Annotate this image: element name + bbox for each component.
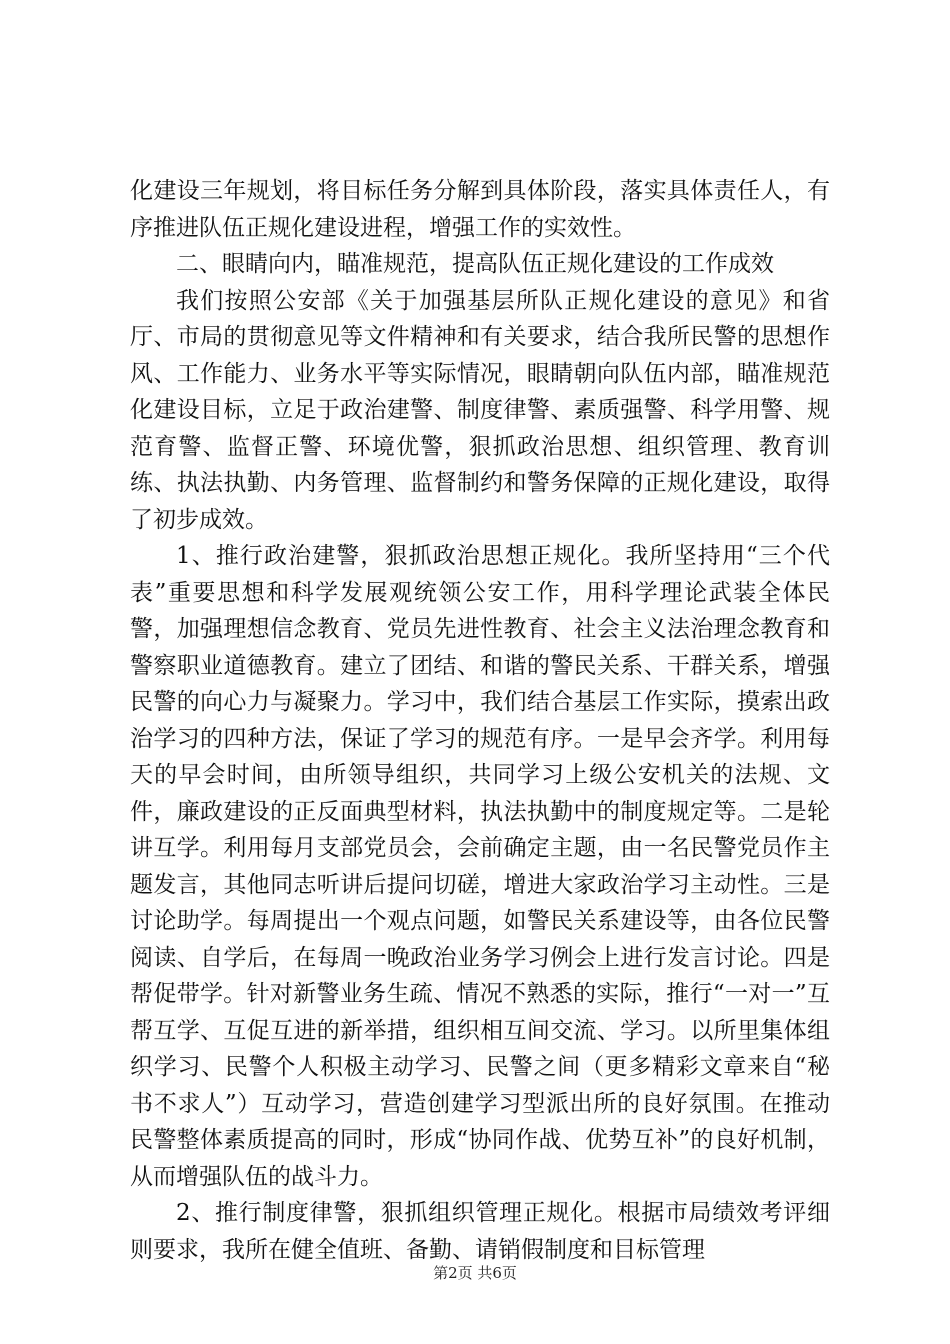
paragraph-intro: 我们按照公安部《关于加强基层所队正规化建设的意见》和省厅、市局的贯彻意见等文件精神和有关要求，结合我所民警的思想作风、工作能力、业务水平等实际情况，眼睛朝向队伍内部，瞄准规范化建设目标，立足于政治建警、制度律警、素质强警、科学用警、规范育警、监督正警、环境优警，狠抓政治思想、组织管理、教育训练、执法执勤、内务管理、监督制约和警务保障的正规化建设，取得了初步成效。 [130, 287, 830, 533]
paragraph-item-1: 1、推行政治建警，狠抓政治思想正规化。我所坚持用“三个代表”重要思想和科学发展观统领公安工作，用科学理论武装全体民警，加强理想信念教育、党员先进性教育、社会主义法治理念教育和警察职业道德教育。建立了团结、和谐的警民关系、干群关系，增强民警的向心力与凝聚力。学习中，我们结合基层工作实际，摸索出政治学习的四种方法，保证了学习的规范有序。一是早会齐学。利用每天的早会时间，由所领导组织，共同学习上级公安机关的法规、文件，廉政建设的正反面典型材料，执法执勤中的制度规定等。二是轮讲互学。利用每月支部党员会，会前确定主题，由一名民警党员作主题发言，其他同志听讲后提问切磋，增进大家政治学习主动性。三是讨论助学。每周提出一个观点问题，如警民关系建设等，由各位民警阅读、自学后，在每周一晚政治业务学习例会上进行发言讨论。四是帮促带学。针对新警业务生疏、情况不熟悉的实际，推行“一对一”互帮互学、互促互进的新举措，组织相互间交流、学习。以所里集体组织学习、民警个人积极主动学习、民警之间（更多精彩文章来自“秘书不求人”）互动学习，营造创建学习型派出所的良好氛围。在推动民警整体素质提高的同时，形成“协同作战、优势互补”的良好机制，从而增强队伍的战斗力。 [130, 543, 830, 1190]
paragraph-item-2: 2、推行制度律警，狠抓组织管理正规化。根据市局绩效考评细则要求，我所在健全值班、备勤、请销假制度和目标管理 [130, 1200, 830, 1263]
page-footer: 第2页 共6页 [433, 1264, 517, 1282]
document-body [130, 173, 830, 1268]
paragraph-continuation: 化建设三年规划，将目标任务分解到具体阶段，落实具体责任人，有序推进队伍正规化建设进程，增强工作的实效性。 [130, 178, 830, 241]
section-heading: 二、眼睛向内，瞄准规范，提高队伍正规化建设的工作成效 [176, 251, 774, 277]
